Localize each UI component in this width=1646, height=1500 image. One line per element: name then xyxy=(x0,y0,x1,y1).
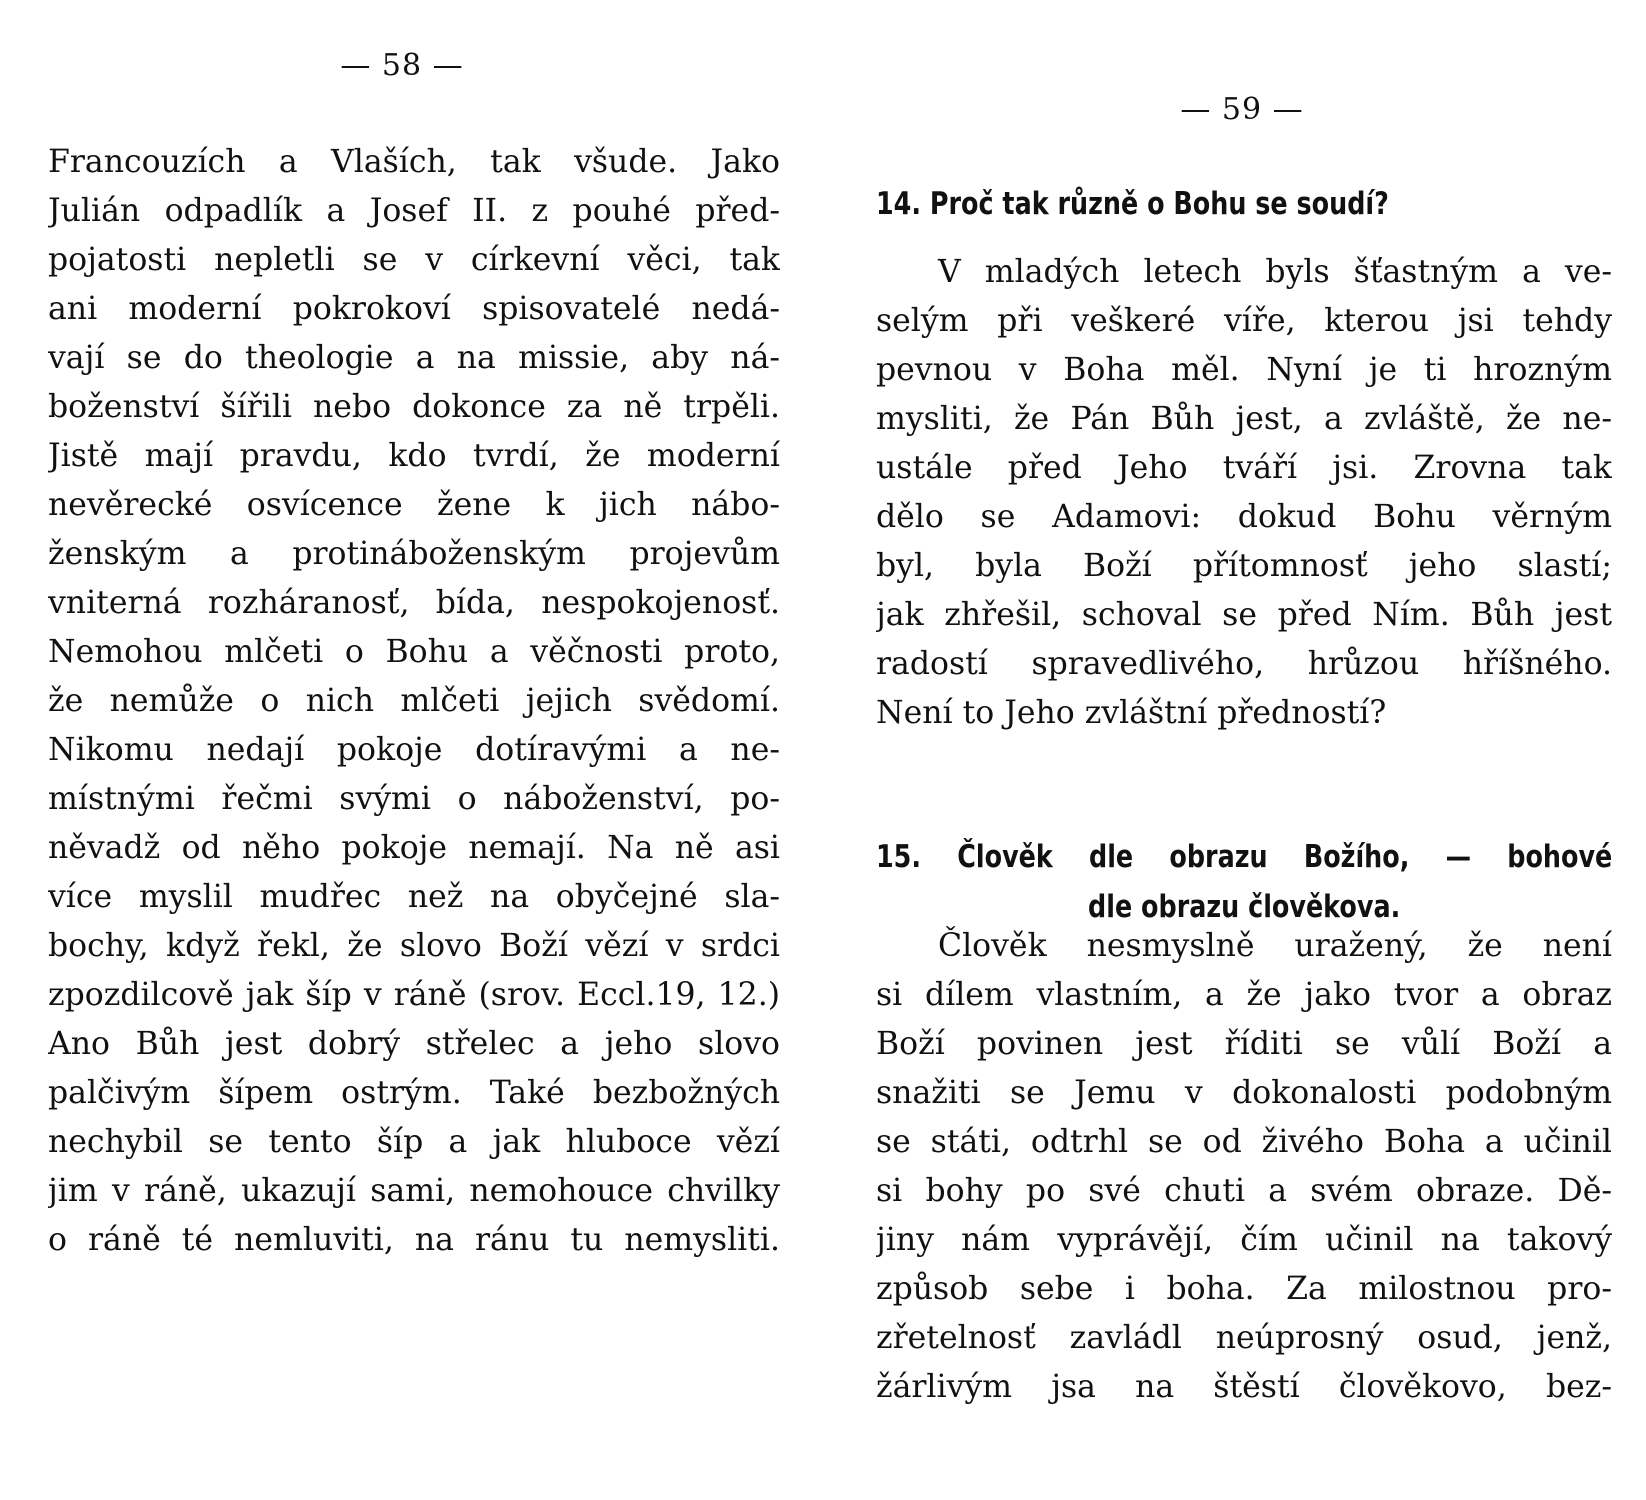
text-line: Boží povinen jest říditi se vůlí Boží a xyxy=(876,1026,1612,1062)
text-line: ženským a protináboženským projevům xyxy=(48,536,780,572)
text-line: Není to Jeho zvláštní předností? xyxy=(876,695,1387,731)
text-line: ustále před Jeho tváří jsi. Zrovna tak xyxy=(876,450,1612,486)
heading-line: dle obrazu člověkova. xyxy=(1088,889,1401,925)
left-page-text xyxy=(48,138,780,1265)
heading-line: 15. Člověk dle obrazu Božího, — bohové xyxy=(876,839,1613,875)
section-heading-15 xyxy=(876,832,1612,932)
page-number: — 59 — xyxy=(1180,92,1304,127)
text-line: jim v ráně, ukazují sami, nemohouce chvilky xyxy=(48,1173,780,1209)
text-line: žárlivým jsa na štěstí člověkovo, bez- xyxy=(876,1369,1612,1405)
text-line: Julián odpadlík a Josef II. z pouhé před- xyxy=(48,193,780,229)
text-line: o ráně té nemluviti, na ránu tu nemysliti. xyxy=(48,1222,780,1258)
text-line: vají se do theologie a na missie, aby ná- xyxy=(48,340,780,376)
text-line: si bohy po své chuti a svém obraze. Dě- xyxy=(876,1173,1612,1209)
text-line: se státi, odtrhl se od živého Boha a učinil xyxy=(876,1124,1612,1160)
text-line: vniterná rozháranosť, bída, nespokojenosť. xyxy=(48,585,780,621)
text-line: bochy, když řekl, že slovo Boží vězí v srdci xyxy=(48,928,780,964)
text-line: Jistě mají pravdu, kdo tvrdí, že moderní xyxy=(48,438,780,474)
text-line: Člověk nesmyslně uražený, že není xyxy=(938,928,1612,964)
text-line: Ano Bůh jest dobrý střelec a jeho slovo xyxy=(48,1026,780,1062)
text-line: nevěrecké osvícence žene k jich nábo- xyxy=(48,487,780,523)
section-heading-14: 14. Proč tak různě o Bohu se soudí? xyxy=(876,186,1389,222)
page-number: — 58 — xyxy=(340,48,464,83)
text-line: více myslil mudřec než na obyčejné sla- xyxy=(48,879,780,915)
text-line: palčivým šípem ostrým. Také bezbožných xyxy=(48,1075,780,1111)
text-line: si dílem vlastním, a že jako tvor a obraz xyxy=(876,977,1612,1013)
text-line: způsob sebe i boha. Za milostnou pro- xyxy=(876,1271,1612,1307)
text-line: mysliti, že Pán Bůh jest, a zvláště, že ne- xyxy=(876,401,1612,437)
text-line: zpozdilcově jak šíp v ráně (srov. Eccl.19, 12.) xyxy=(48,977,780,1013)
text-line: radostí spravedlivého, hrůzou hříšného. xyxy=(876,646,1612,682)
text-line: zřetelnosť zavládl neúprosný osud, jenž, xyxy=(876,1320,1612,1356)
text-line: pojatosti nepletli se v církevní věci, tak xyxy=(48,242,780,278)
text-line: selým při veškeré víře, kterou jsi tehdy xyxy=(876,303,1612,339)
text-line: pevnou v Boha měl. Nyní je ti hrozným xyxy=(876,352,1612,388)
text-line: něvadž od něho pokoje nemají. Na ně asi xyxy=(48,830,780,866)
text-line: jiny nám vyprávějí, čím učinil na takový xyxy=(876,1222,1612,1258)
text-line: že nemůže o nich mlčeti jejich svědomí. xyxy=(48,683,780,719)
text-line: nechybil se tento šíp a jak hluboce vězí xyxy=(48,1124,780,1160)
text-line: Nemohou mlčeti o Bohu a věčnosti proto, xyxy=(48,634,780,670)
text-line: V mladých letech byls šťastným a ve- xyxy=(938,254,1612,290)
text-line: Francouzích a Vlaších, tak všude. Jako xyxy=(48,144,780,180)
text-line: boženství šířili nebo dokonce za ně trpěli. xyxy=(48,389,780,425)
text-line: místnými řečmi svými o náboženství, po- xyxy=(48,781,780,817)
section-14-text xyxy=(876,248,1612,738)
text-line: dělo se Adamovi: dokud Bohu věrným xyxy=(876,499,1612,535)
text-line: Nikomu nedají pokoje dotíravými a ne- xyxy=(48,732,780,768)
text-line: ani moderní pokrokoví spisovatelé nedá- xyxy=(48,291,780,327)
text-line: snažiti se Jemu v dokonalosti podobným xyxy=(876,1075,1612,1111)
section-15-text xyxy=(876,922,1612,1412)
text-line: byl, byla Boží přítomnosť jeho slastí; xyxy=(876,548,1612,584)
text-line: jak zhřešil, schoval se před Ním. Bůh jest xyxy=(876,597,1612,633)
